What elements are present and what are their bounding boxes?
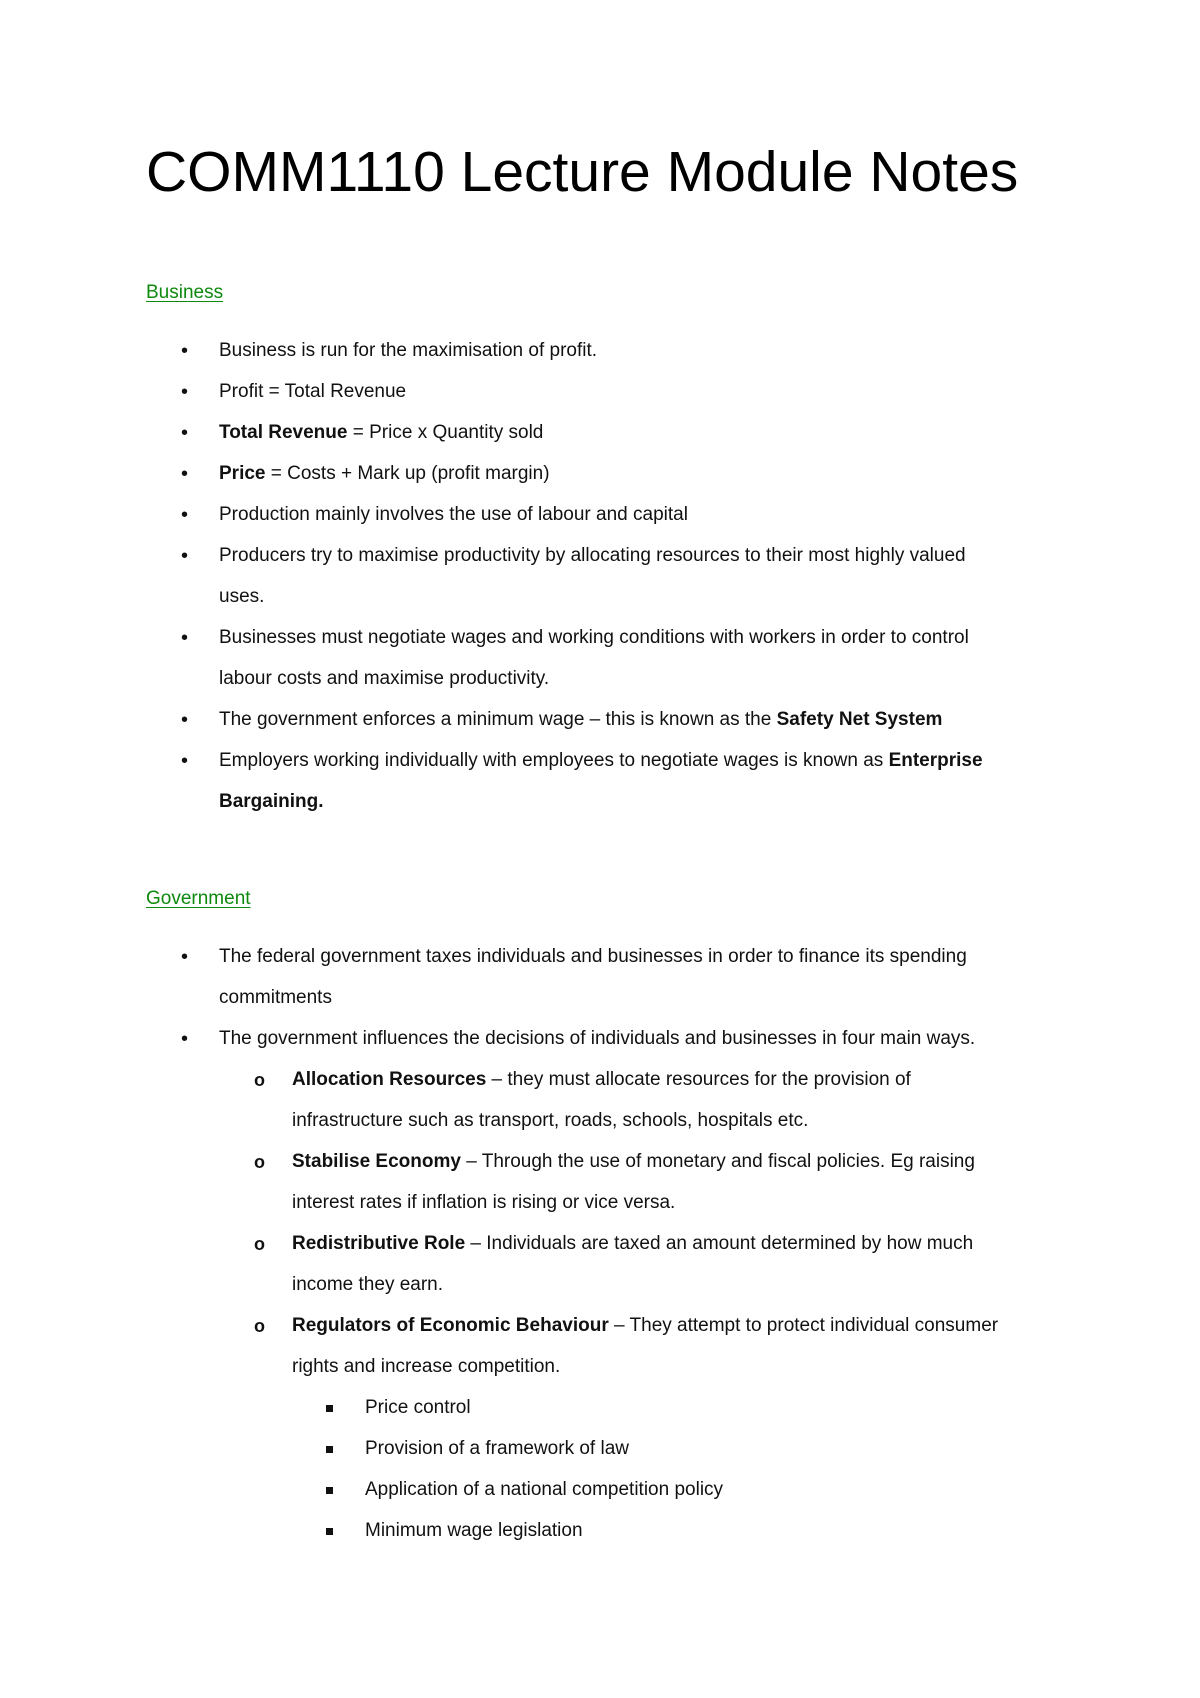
sub-list-item: Allocation Resources – they must allocate resources for the provision of	[292, 1069, 911, 1090]
bullet-icon: •	[181, 504, 189, 526]
list-item: Profit = Total Revenue	[219, 381, 407, 402]
sub-list-item-continuation: interest rates if inflation is rising or vice versa.	[292, 1192, 676, 1213]
square-bullet-icon	[326, 1405, 333, 1412]
list-item: Production mainly involves the use of labour and capital	[219, 504, 688, 525]
sub-list-item-continuation: infrastructure such as transport, roads, schools, hospitals etc.	[292, 1110, 809, 1131]
sub-list-item: Regulators of Economic Behaviour – They attempt to protect individual consumer	[292, 1315, 999, 1336]
bullet-icon: •	[181, 463, 189, 485]
list-item: Employers working individually with employees to negotiate wages is known as Enterprise	[219, 750, 983, 771]
sub-sub-list-item: Minimum wage legislation	[365, 1520, 583, 1541]
page-title: COMM1110 Lecture Module Notes	[146, 140, 1019, 204]
square-bullet-icon	[326, 1446, 333, 1453]
sub-list-item-continuation: income they earn.	[292, 1274, 444, 1295]
bullet-icon: •	[181, 709, 189, 731]
sub-list-item-continuation: rights and increase competition.	[292, 1356, 561, 1377]
list-item: Total Revenue = Price x Quantity sold	[219, 422, 544, 443]
sub-list-item: Redistributive Role – Individuals are taxed an amount determined by how much	[292, 1233, 974, 1254]
sub-bullet-icon: o	[254, 1070, 265, 1090]
sub-sub-list-item: Application of a national competition policy	[365, 1479, 724, 1500]
list-item: Business is run for the maximisation of profit.	[219, 340, 598, 361]
sub-list-item: Stabilise Economy – Through the use of monetary and fiscal policies. Eg raising	[292, 1151, 975, 1172]
list-item: Price = Costs + Mark up (profit margin)	[219, 463, 550, 484]
list-item: The government influences the decisions of individuals and businesses in four main ways.	[219, 1028, 976, 1049]
bullet-icon: •	[181, 422, 189, 444]
section-heading-business: Business	[146, 282, 224, 303]
sub-sub-list-item: Price control	[365, 1397, 471, 1418]
sub-bullet-icon: o	[254, 1234, 265, 1254]
bullet-icon: •	[181, 381, 189, 403]
list-item: Businesses must negotiate wages and working conditions with workers in order to control	[219, 627, 969, 648]
bullet-icon: •	[181, 750, 189, 772]
sub-bullet-icon: o	[254, 1152, 265, 1172]
bullet-icon: •	[181, 340, 189, 362]
list-item-continuation: Bargaining.	[219, 791, 324, 812]
section-heading-government: Government	[146, 888, 251, 909]
list-item: The federal government taxes individuals and businesses in order to finance its spending	[219, 946, 967, 967]
sub-bullet-icon: o	[254, 1316, 265, 1336]
bullet-icon: •	[181, 545, 189, 567]
list-item-continuation: labour costs and maximise productivity.	[219, 668, 550, 689]
list-item: Producers try to maximise productivity by allocating resources to their most highly valued	[219, 545, 966, 566]
list-item-continuation: commitments	[219, 987, 332, 1008]
list-item-continuation: uses.	[219, 586, 265, 607]
square-bullet-icon	[326, 1487, 333, 1494]
bullet-icon: •	[181, 1028, 189, 1050]
bullet-icon: •	[181, 946, 189, 968]
bullet-icon: •	[181, 627, 189, 649]
sub-sub-list-item: Provision of a framework of law	[365, 1438, 629, 1459]
square-bullet-icon	[326, 1528, 333, 1535]
list-item: The government enforces a minimum wage – this is known as the Safety Net System	[219, 709, 943, 730]
